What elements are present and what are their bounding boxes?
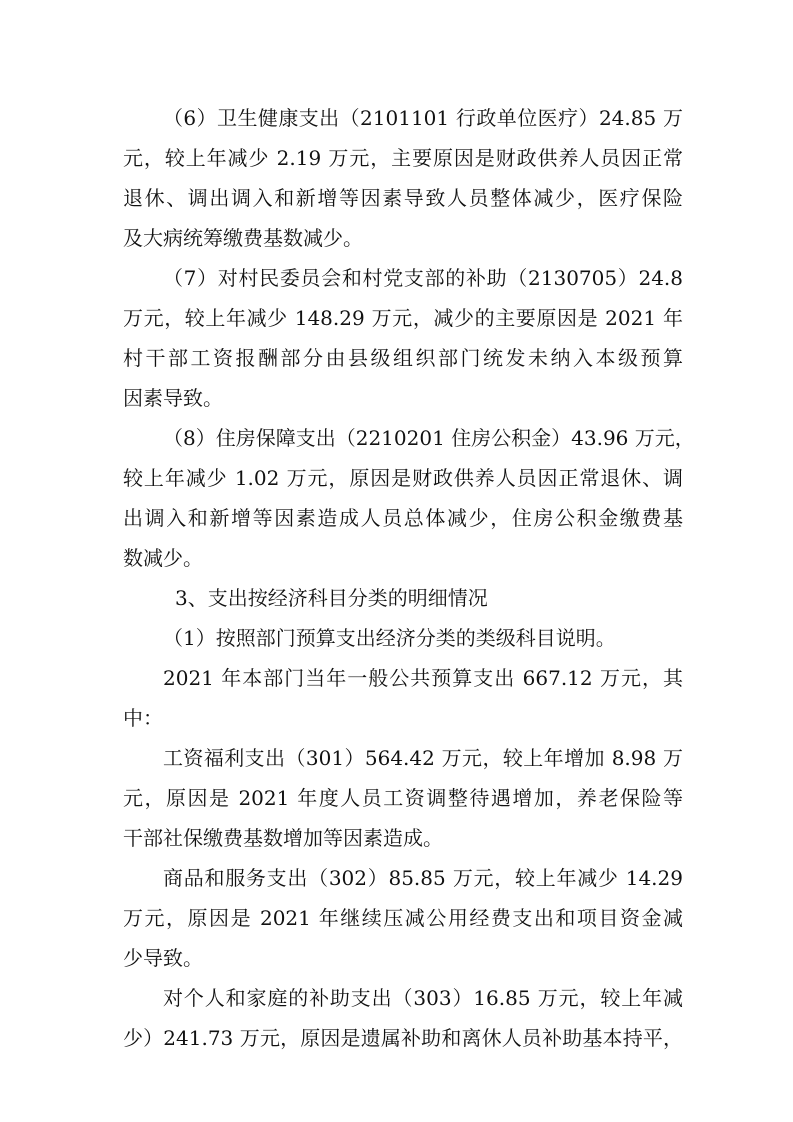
text-line: 工资福利支出（301）564.42 万元，较上年增加 8.98 万 xyxy=(163,746,683,770)
text-line: 村干部工资报酬部分由县级组织部门统发未纳入本级预算 xyxy=(123,346,683,370)
text-line: 万元，较上年减少 148.29 万元，减少的主要原因是 2021 年 xyxy=(123,306,683,330)
text-line: 2021 年本部门当年一般公共预算支出 667.12 万元，其 xyxy=(163,666,683,690)
text-line: 元，原因是 2021 年度人员工资调整待遇增加，养老保险等 xyxy=(123,786,683,810)
text-line: 中： xyxy=(123,706,163,730)
section-heading: 3、支出按经济科目分类的明细情况 xyxy=(175,586,488,610)
text-line: 万元，原因是 2021 年继续压减公用经费支出和项目资金减 xyxy=(123,906,683,930)
text-line: （6）卫生健康支出（2101101 行政单位医疗）24.85 万 xyxy=(163,106,683,130)
text-line: 出调入和新增等因素造成人员总体减少，住房公积金缴费基 xyxy=(123,506,683,530)
text-line: 退休、调出调入和新增等因素导致人员整体减少，医疗保险 xyxy=(123,186,683,210)
text-line: 对个人和家庭的补助支出（303）16.85 万元，较上年减 xyxy=(163,986,683,1010)
text-line: 及大病统筹缴费基数减少。 xyxy=(123,226,363,250)
text-line: 商品和服务支出（302）85.85 万元，较上年减少 14.29 xyxy=(163,866,683,890)
text-line: 少导致。 xyxy=(123,946,203,970)
text-line: 元，较上年减少 2.19 万元，主要原因是财政供养人员因正常 xyxy=(123,146,683,170)
text-line: 少）241.73 万元，原因是遗属补助和离休人员补助基本持平， xyxy=(123,1026,683,1050)
text-line: 因素导致。 xyxy=(123,386,223,410)
text-line: 较上年减少 1.02 万元，原因是财政供养人员因正常退休、调 xyxy=(123,466,683,490)
subsection-heading: （1）按照部门预算支出经济分类的类级科目说明。 xyxy=(163,626,616,650)
text-line: （8）住房保障支出（2210201 住房公积金）43.96 万元， xyxy=(163,426,695,450)
text-line: （7）对村民委员会和村党支部的补助（2130705）24.8 xyxy=(163,266,683,290)
text-line: 干部社保缴费基数增加等因素造成。 xyxy=(123,826,443,850)
text-line: 数减少。 xyxy=(123,546,203,570)
